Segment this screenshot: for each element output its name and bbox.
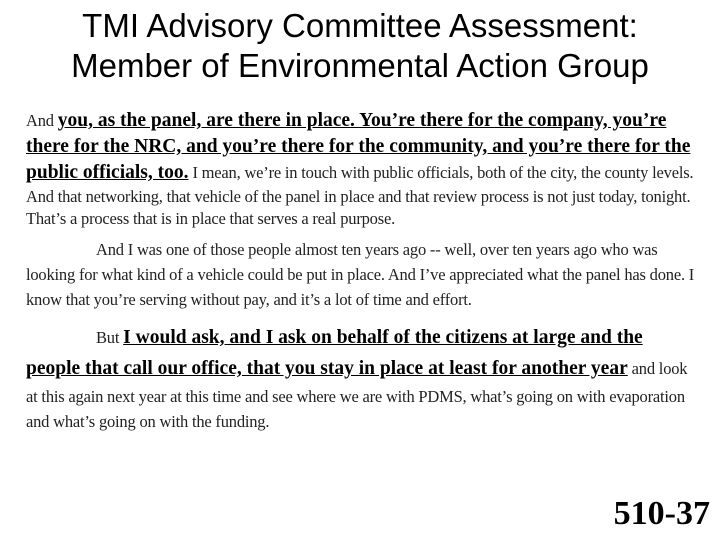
slide-number: 510-37 [613, 495, 710, 532]
title-line-1: TMI Advisory Committee Assessment: [82, 7, 638, 44]
paragraph-1-emphasis: you, as the panel, are there in place. You’re there for the company, you’re there for the NRC, and you’re there for the community, and you’re there for the public officials, too. [26, 110, 691, 183]
paragraph-3-rest: and look at this again next year at this time and see where we are with PDMS, what’s going on with evaporation and what’s going on with the funding. [26, 359, 688, 431]
paragraph-1 [26, 108, 698, 229]
paragraph-3-lead: But [96, 328, 124, 347]
title-line-2: Member of Environmental Action Group [71, 47, 649, 84]
quote-body [26, 108, 698, 434]
paragraph-1-rest: I mean, we’re in touch with public officials, both of the city, the county levels. And that networking, that vehicle of the panel in place and that review process is not just today, tonight. That’s a process that is in place that serves a real purpose. [26, 163, 694, 228]
paragraph-3 [26, 322, 698, 434]
slide-title [0, 6, 720, 86]
paragraph-3-emphasis: I would ask, and I ask on behalf of the citizens at large and the people that call our office, that you stay in place at least for another year [26, 327, 643, 379]
paragraph-1-lead: And [26, 111, 58, 130]
paragraph-2: And I was one of those people almost ten years ago -- well, over ten years ago who was looking for what kind of a vehicle could be put in place. And I’ve appreciated what the panel has done. I know that you’re serving without pay, and it’s a lot of time and effort. [26, 240, 695, 309]
